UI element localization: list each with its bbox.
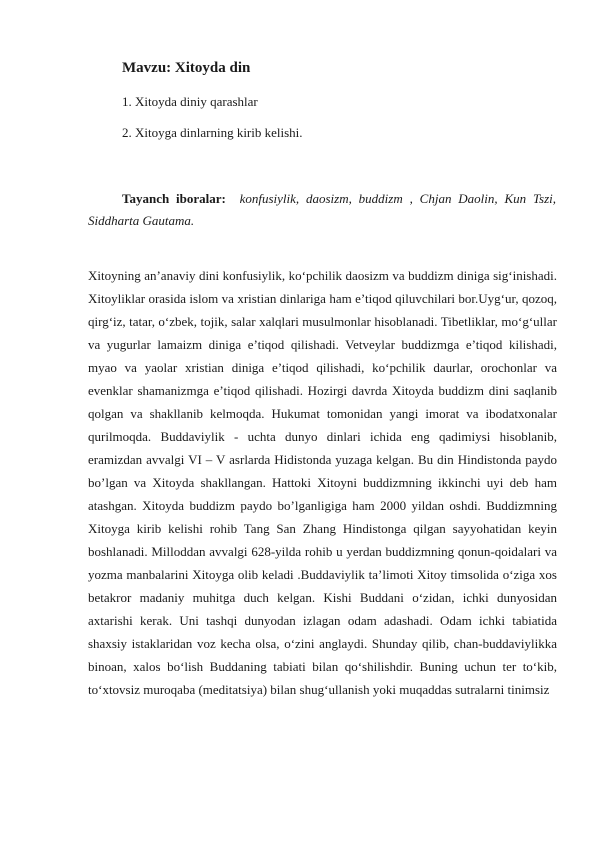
keywords-text: konfusiylik, daosizm, buddizm , Chjan Daolin, Kun Tszi, Siddharta Gautama.	[88, 191, 557, 228]
keywords-paragraph	[88, 188, 556, 232]
body-paragraph: Xitoyning an’anaviy dini konfusiylik, ko‘pchilik daosizm va buddizm diniga sig‘inishadi. Xitoyliklar orasida islom va xristian dinlariga ham e’tiqod qiluvchilari bor.Uyg‘ur, qozoq, qirg‘iz, tatar, o‘zbek, tojik, salar xalqlari musulmonlar hisoblanadi. Tibetliklar, mo‘g‘ullar va yugurlar lamaizm diniga e’tiqod qilishadi. Vetveylar buddizmga e’tiqod kilishadi, myao va yaolar xristian diniga e’tiqod qilishadi, ko‘pchilik daurlar, orochonlar va evenklar shamanizmga e’tiqod qilishadi. Hozirgi davrda Xitoyda buddizm dini saqlanib qolgan va shakllanib kelmoqda. Hukumat tomonidan yangi imorat va ibodatxonalar qurilmoqda. Buddaviylik - uchta dunyo dinlari ichida eng qadimiysi hisoblanib, eramizdan avvalgi VI – V asrlarda Hidistonda yuzaga kelgan. Bu din Hindistonda paydo bo’lgan va Xitoyda shakllangan. Hattoki Xitoyni buddizmning ikkinchi uyi deb ham atashgan. Xitoyda buddizm paydo bo’lganligiga ham 2000 yildan oshdi. Buddizmning Xitoyga kirib kelishi rohib Tang San Zhang Hindistonga qilgan sayyohatidan keyin boshlanadi. Milloddan avvalgi 628-yilda rohib u yerdan buddizmning qonun-qoidalari va yozma manbalarini Xitoyga olib keladi .Buddaviylik ta’limoti Xitoy timsolida o‘ziga xos betakror madaniy muhitga duch kelgan. Kishi Buddani o‘zidan, ichki dunyosidan axtarishi kerak. Uni tashqi dunyodan izlagan odam adashadi. Odam ichki tabiatida shaxsiy istaklaridan voz kecha olsa, o‘zini anglaydi. Shunday qilib, chan-buddaviylikka binoan, xalos bo‘lish Buddaning tabiati bilan qo‘shilishdir. Buning uchun ter to‘kib, to‘xtovsiz muroqaba (meditatsiya) bilan shug‘ullanish yoki muqaddas sutralarni tinimsiz	[88, 268, 557, 697]
plan-item-2: 2. Xitoyga dinlarning kirib kelishi.	[122, 125, 303, 140]
keywords-label: Tayanch iboralar:	[122, 191, 226, 206]
page-title: Mavzu: Xitoyda din	[122, 60, 251, 76]
plan-item-1: 1. Xitoyda diniy qarashlar	[122, 94, 258, 109]
